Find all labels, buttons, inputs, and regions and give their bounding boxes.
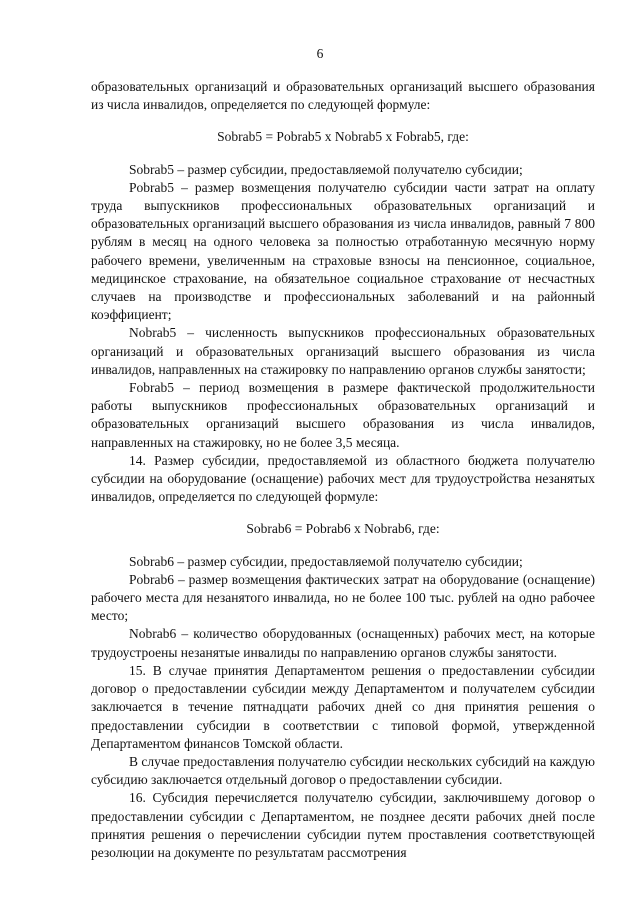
clause-14: 14. Размер субсидии, предоставляемой из областного бюджета получателю субсидии на оборудование (оснащение) рабочих мест для трудоустройства незанятых инвалидов, определяется по следующей формуле:: [91, 452, 595, 505]
page-number: 6: [316, 46, 324, 61]
paragraph-continuation: образовательных организаций и образовательных организаций высшего образования из числа инвалидов, определяется по следующей формуле:: [91, 79, 595, 113]
formula-sobrab5: Sobrab5 = Pobrab5 x Nobrab5 x Fobrab5, где:: [217, 129, 469, 145]
definition-sobrab5: Sobrab5 – размер субсидии, предоставляемой получателю субсидии;: [129, 161, 523, 177]
definition-fobrab5: Fobrab5 – период возмещения в размере фактической продолжительности работы выпускников профессиональных образовательных организаций и образовательных организаций высшего образования из числа инвалидов, направленных на стажировку, но не более 3,5 месяца.: [91, 380, 595, 450]
document-body: [91, 78, 595, 862]
formula-sobrab6: Sobrab6 = Pobrab6 x Nobrab6, где:: [246, 521, 440, 537]
definition-pobrab6: Pobrab6 – размер возмещения фактических затрат на оборудование (оснащение) рабочего места для незанятого инвалида, но не более 100 тыс. рублей на одно рабочее место;: [91, 571, 595, 624]
clause-15: 15. В случае принятия Департаментом решения о предоставлении субсидии договор о предоставлении субсидии между Департаментом и получателем субсидии заключается в течение пятнадцати рабочих дней со дня принятия решения о предоставлении субсидии в соответствии с типовой формой, утвержденной Департаментом финансов Томской области.: [91, 662, 595, 751]
definition-pobrab5: Pobrab5 – размер возмещения получателю субсидии части затрат на оплату труда выпускников профессиональных образовательных организаций и образовательных организаций высшего образования из числа инвалидов, равный 7 800 рублям в месяц на одного человека за полностью отработанную месячную норму рабочего времени, увеличенным на страховые взносы на пенсионное, социальное, медицинское страхование, на обязательное социальное страхование от несчастных случаев на производстве и профессиональных заболеваний и на районный коэффициент;: [91, 179, 595, 323]
clause-15-second-paragraph: В случае предоставления получателю субсидии нескольких субсидий на каждую субсидию заключается отдельный договор о предоставлении субсидии.: [91, 753, 595, 788]
definition-nobrab6: Nobrab6 – количество оборудованных (оснащенных) рабочих мест, на которые трудоустроены незанятые инвалиды по направлению органов службы занятости.: [91, 626, 595, 660]
definition-sobrab6: Sobrab6 – размер субсидии, предоставляемой получателю субсидии;: [129, 553, 523, 569]
definition-nobrab5: Nobrab5 – численность выпускников профессиональных образовательных организаций и образовательных организаций высшего образования из числа инвалидов, направленных на стажировку по направлению органов службы занятости;: [91, 325, 595, 377]
clause-16: 16. Субсидия перечисляется получателю субсидии, заключившему договор о предоставлении субсидии с Департаментом, не позднее десяти рабочих дней после принятия решения о перечислении субсидии путем проставления соответствующей резолюции на документе по результатам рассмотрения: [91, 790, 595, 860]
